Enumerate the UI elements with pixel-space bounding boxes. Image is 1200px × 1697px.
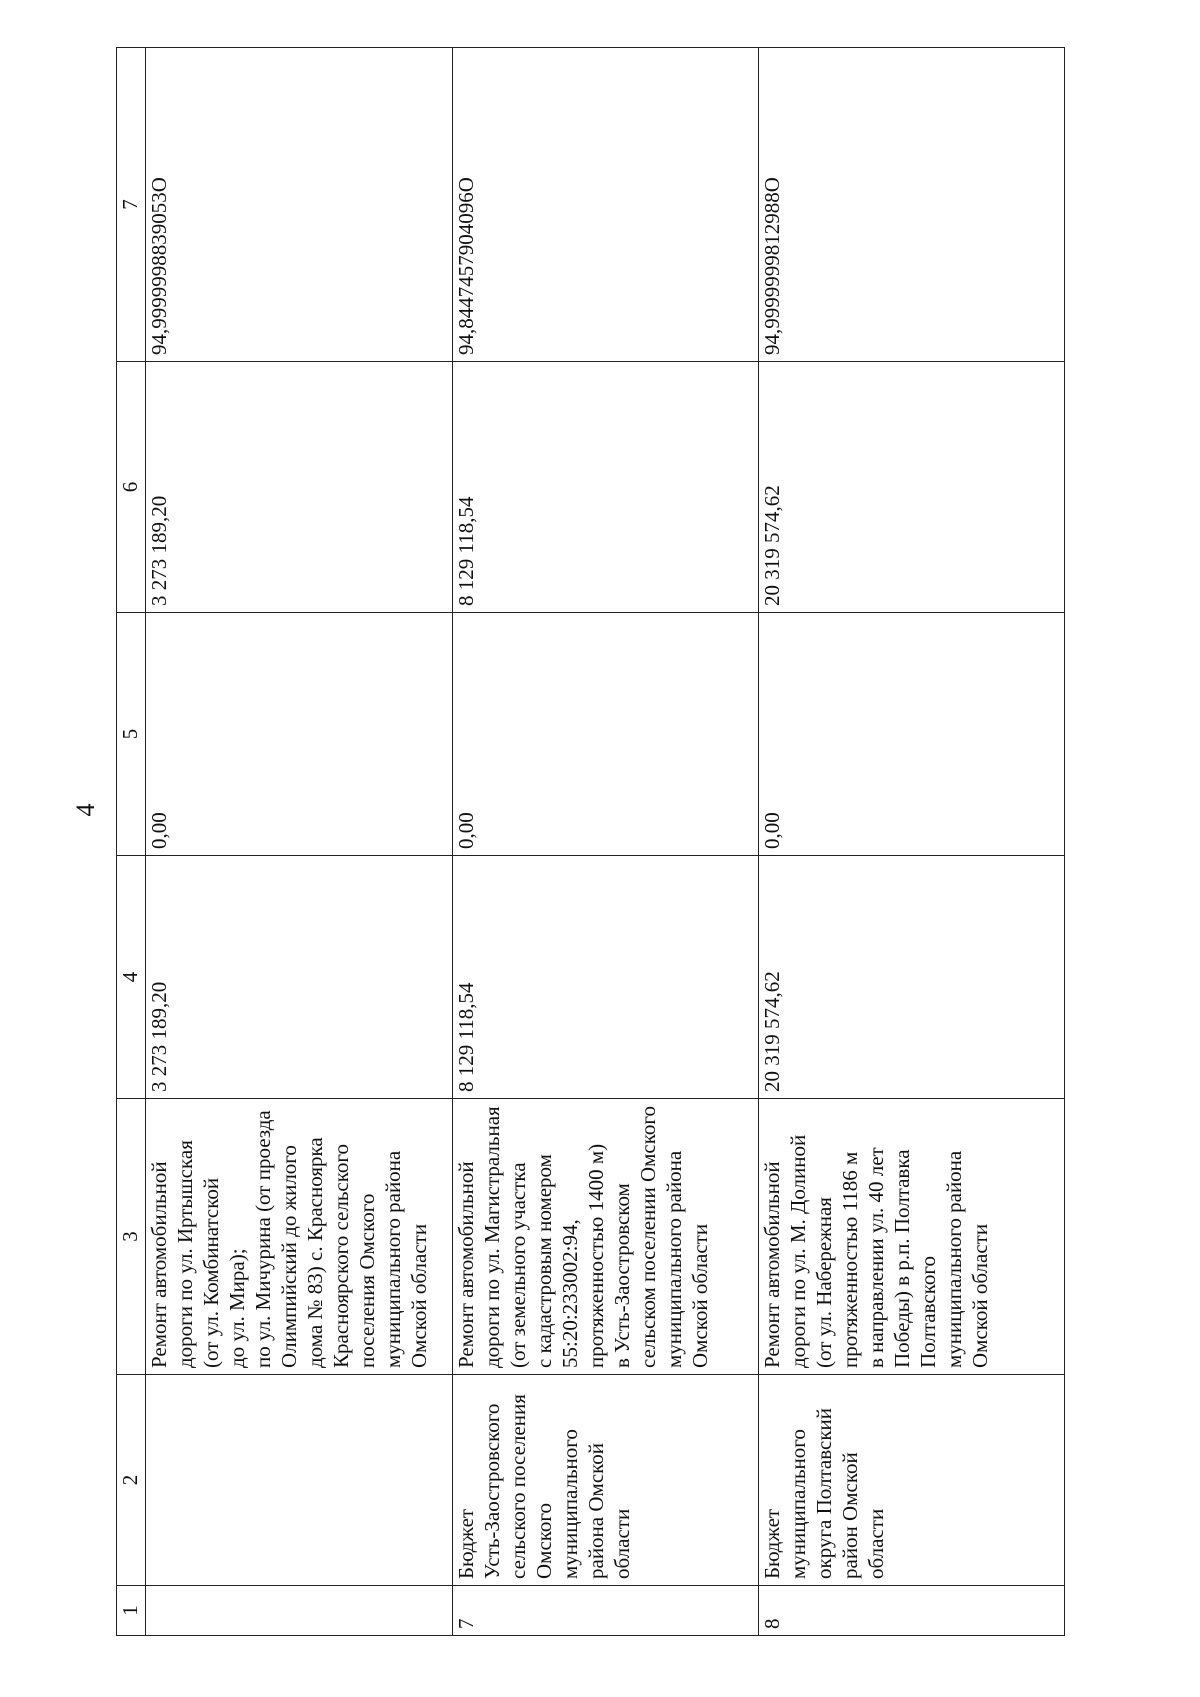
header-cell: 6: [117, 362, 146, 613]
amount-cell: 8 129 118,54: [453, 856, 759, 1099]
header-cell: 5: [117, 613, 146, 856]
amount-cell: 20 319 574,62: [759, 362, 1065, 613]
page-number: 4: [71, 803, 100, 817]
header-cell: 7: [117, 48, 146, 362]
row-number-cell: [146, 1586, 453, 1636]
table-row: [453, 48, 759, 1636]
header-cell: 1: [117, 1586, 146, 1636]
amount-cell: 8 129 118,54: [453, 362, 759, 613]
header-row: [117, 48, 146, 1636]
percent-cell: 94,9999998839053О: [146, 48, 453, 362]
budget-cell: [146, 1375, 453, 1586]
header-cell: 2: [117, 1375, 146, 1586]
row-number-cell: 8: [759, 1586, 1065, 1636]
table-row: [759, 48, 1065, 1636]
amount-cell: 0,00: [146, 613, 453, 856]
description-cell: Ремонт автомобильной дороги по ул. М. Долиной (от ул. Набережная протяженностью 1186 м в направлении ул. 40 лет Победы) в р.п. Полтавка Полтавского муниципального района Омской области: [759, 1099, 1065, 1375]
description-cell: Ремонт автомобильной дороги по ул. Магистральная (от земельного участка с кадастровым номером 55:20:233002:94, протяженностью 1400 м) в Усть-Заостровском сельском поселении Омского муниципального района Омской области: [453, 1099, 759, 1375]
header-cell: 3: [117, 1099, 146, 1375]
header-cell: 4: [117, 856, 146, 1099]
amount-cell: 20 319 574,62: [759, 856, 1065, 1099]
budget-cell: Бюджет Усть-Заостровского сельского поселения Омского муниципального района Омской области: [453, 1375, 759, 1586]
budget-cell: Бюджет муниципального округа Полтавский район Омской области: [759, 1375, 1065, 1586]
amount-cell: 0,00: [453, 613, 759, 856]
amount-cell: 3 273 189,20: [146, 362, 453, 613]
amount-cell: 3 273 189,20: [146, 856, 453, 1099]
percent-cell: 94,8447457904096О: [453, 48, 759, 362]
percent-cell: 94,9999999812988О: [759, 48, 1065, 362]
rotated-table-container: [116, 48, 1142, 1636]
description-cell: Ремонт автомобильной дороги по ул. Иртышская (от ул. Комбинатской до ул. Мира); по ул. Мичурина (от проезда Олимпийский до жилого дома № 83) с. Красноярка Красноярского сельского поселения Омского муниципального района Омской области: [146, 1099, 453, 1375]
budget-table: [116, 47, 1065, 1636]
row-number-cell: 7: [453, 1586, 759, 1636]
amount-cell: 0,00: [759, 613, 1065, 856]
table-row: [146, 48, 453, 1636]
